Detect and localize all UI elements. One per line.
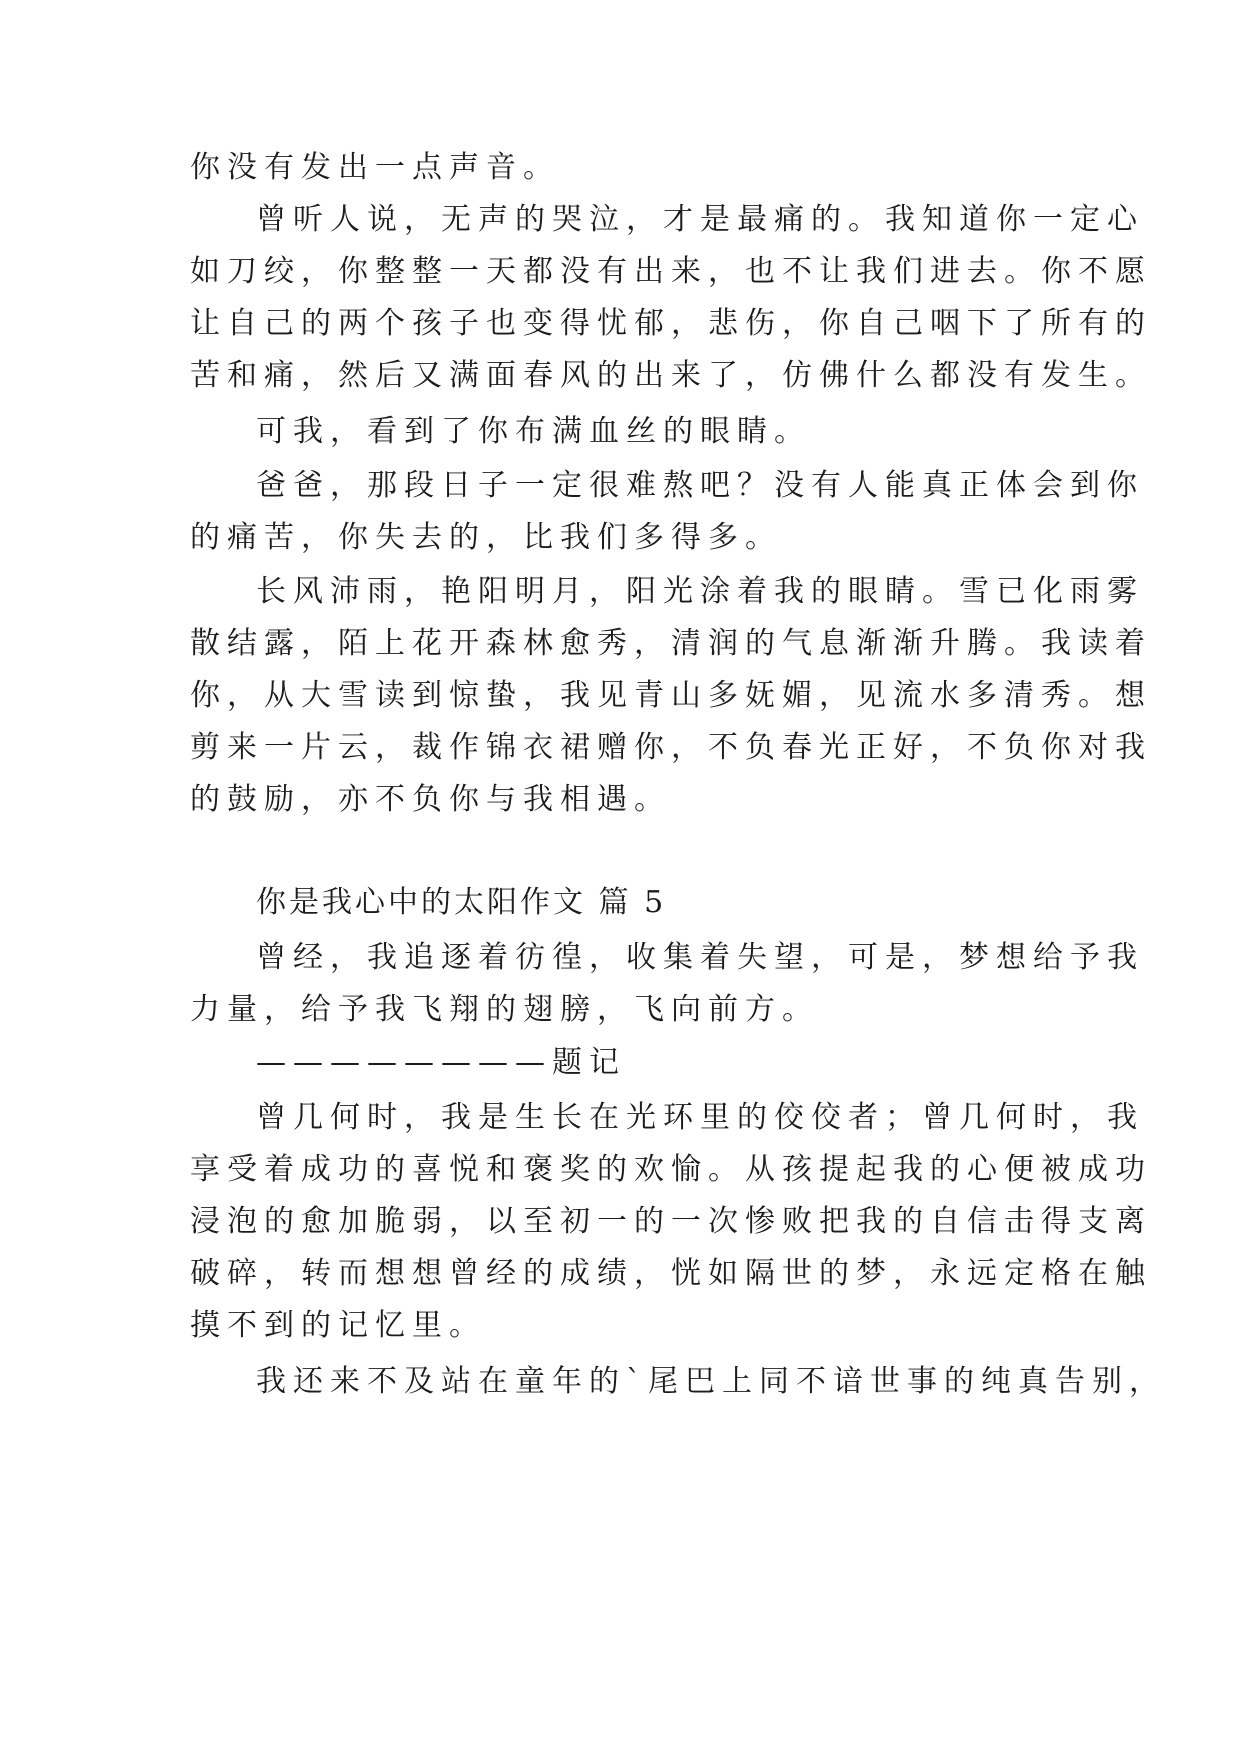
epigraph-attribution: ————————题记: [256, 1045, 626, 1080]
text-line: 苦和痛，然后又满面春风的出来了，仿佛什么都没有发生。: [190, 358, 1152, 393]
section-heading: 你是我心中的太阳作文 篇 5: [256, 885, 667, 920]
text-line: 力量，给予我飞翔的翅膀，飞向前方。: [190, 992, 819, 1027]
text-line: 如刀绞，你整整一天都没有出来，也不让我们进去。你不愿: [190, 254, 1152, 289]
paragraph-start-line: 可我，看到了你布满血丝的眼睛。: [256, 414, 811, 449]
text-line: 你，从大雪读到惊蛰，我见青山多妩媚，见流水多清秀。想: [190, 678, 1152, 713]
paragraph-start-line: 我还来不及站在童年的`尾巴上同不谙世事的纯真告别，: [256, 1364, 1166, 1399]
paragraph-start-line: 曾经，我追逐着彷徨，收集着失望，可是，梦想给予我: [256, 940, 1144, 975]
text-line: 散结露，陌上花开森林愈秀，清润的气息渐渐升腾。我读着: [190, 626, 1152, 661]
text-line: 的鼓励，亦不负你与我相遇。: [190, 782, 671, 817]
text-line: 破碎，转而想想曾经的成绩，恍如隔世的梦，永远定格在触: [190, 1256, 1152, 1291]
text-line: 浸泡的愈加脆弱，以至初一的一次惨败把我的自信击得支离: [190, 1204, 1152, 1239]
text-line: 让自己的两个孩子也变得忧郁，悲伤，你自己咽下了所有的: [190, 306, 1152, 341]
paragraph-start-line: 曾听人说，无声的哭泣，才是最痛的。我知道你一定心: [256, 202, 1144, 237]
paragraph-start-line: 长风沛雨，艳阳明月，阳光涂着我的眼睛。雪已化雨雾: [256, 574, 1144, 609]
text-line: 的痛苦，你失去的，比我们多得多。: [190, 520, 782, 555]
text-line: 剪来一片云，裁作锦衣裙赠你，不负春光正好，不负你对我: [190, 730, 1152, 765]
paragraph-start-line: 爸爸，那段日子一定很难熬吧？没有人能真正体会到你: [256, 468, 1144, 503]
paragraph-start-line: 曾几何时，我是生长在光环里的佼佼者；曾几何时，我: [256, 1100, 1144, 1135]
text-line: 享受着成功的喜悦和褒奖的欢愉。从孩提起我的心便被成功: [190, 1152, 1152, 1187]
text-line: 摸不到的记忆里。: [190, 1308, 486, 1343]
text-line: 你没有发出一点声音。: [190, 150, 560, 185]
